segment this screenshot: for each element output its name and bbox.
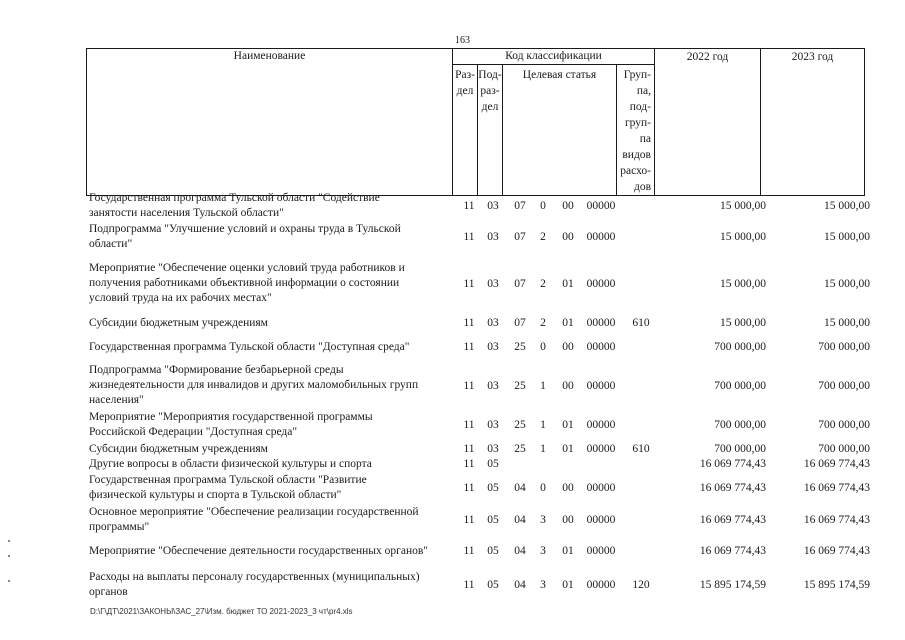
header-section: Раз- дел — [453, 65, 478, 196]
row-amount-2022: 700 000,00 — [714, 419, 766, 431]
row-group: 610 — [632, 443, 650, 455]
row-amount-2022: 15 000,00 — [720, 278, 766, 290]
row-article-part: 04 — [514, 545, 526, 557]
row-subsection: 03 — [487, 443, 499, 455]
row-article-part: 01 — [562, 419, 574, 431]
row-article-part: 00 — [562, 514, 574, 526]
row-section: 11 — [463, 443, 475, 455]
row-article-part: 00000 — [586, 443, 616, 455]
row-amount-2023: 15 000,00 — [824, 278, 870, 290]
row-article-part: 00 — [562, 482, 574, 494]
row-amount-2022: 16 069 774,43 — [699, 514, 766, 526]
row-article-part: 1 — [540, 443, 546, 455]
row-amount-2023: 700 000,00 — [818, 443, 870, 455]
row-article-part: 00 — [562, 231, 574, 243]
row-article-part: 25 — [514, 443, 526, 455]
row-article-part: 1 — [540, 380, 546, 392]
row-amount-2023: 15 000,00 — [824, 231, 870, 243]
row-subsection: 03 — [487, 341, 499, 353]
row-article-part: 0 — [540, 200, 546, 212]
row-article-part: 25 — [514, 380, 526, 392]
row-amount-2022: 700 000,00 — [714, 341, 766, 353]
row-article-part: 07 — [514, 317, 526, 329]
row-amount-2022: 16 069 774,43 — [699, 458, 766, 470]
row-name: Субсидии бюджетным учреждениям — [89, 443, 268, 455]
row-article-part: 3 — [540, 545, 546, 557]
header-subsection: Под- раз- дел — [478, 65, 503, 196]
row-article-part: 0 — [540, 482, 546, 494]
row-subsection: 05 — [487, 545, 499, 557]
row-subsection: 05 — [487, 482, 499, 494]
page-number: 163 — [455, 35, 470, 46]
row-subsection: 03 — [487, 380, 499, 392]
row-subsection: 05 — [487, 458, 499, 470]
row-article-part: 00000 — [586, 278, 616, 290]
row-amount-2023: 16 069 774,43 — [803, 514, 870, 526]
row-article-part: 00000 — [586, 380, 616, 392]
row-amount-2022: 15 000,00 — [720, 200, 766, 212]
row-amount-2022: 16 069 774,43 — [699, 482, 766, 494]
row-article-part: 07 — [514, 231, 526, 243]
scan-margin-mark — [8, 540, 10, 542]
row-section: 11 — [463, 545, 475, 557]
row-article-part: 25 — [514, 419, 526, 431]
row-subsection: 03 — [487, 278, 499, 290]
row-group: 610 — [632, 317, 650, 329]
row-article-part: 2 — [540, 317, 546, 329]
row-article-part: 0 — [540, 341, 546, 353]
row-article-part: 00000 — [586, 579, 616, 591]
header-target-article: Целевая статья — [503, 65, 617, 196]
row-amount-2023: 700 000,00 — [818, 380, 870, 392]
row-article-part: 01 — [562, 579, 574, 591]
row-section: 11 — [463, 317, 475, 329]
row-name: Мероприятие "Мероприятия государственной программы Российской Федерации "Доступная среда" — [89, 411, 373, 438]
row-section: 11 — [463, 278, 475, 290]
row-article-part: 04 — [514, 579, 526, 591]
row-amount-2023: 700 000,00 — [818, 419, 870, 431]
row-amount-2022: 700 000,00 — [714, 380, 766, 392]
row-article-part: 00000 — [586, 317, 616, 329]
row-section: 11 — [463, 380, 475, 392]
row-amount-2022: 16 069 774,43 — [699, 545, 766, 557]
row-group: 120 — [632, 579, 650, 591]
row-amount-2022: 15 000,00 — [720, 317, 766, 329]
row-article-part: 3 — [540, 514, 546, 526]
row-article-part: 00000 — [586, 482, 616, 494]
row-article-part: 2 — [540, 231, 546, 243]
row-section: 11 — [463, 579, 475, 591]
row-name: Мероприятие "Обеспечение деятельности государственных органов" — [89, 545, 428, 557]
row-name: Государственная программа Тульской области "Доступная среда" — [89, 341, 410, 353]
row-name: Расходы на выплаты персоналу государственных (муниципальных) органов — [89, 571, 420, 598]
row-article-part: 1 — [540, 419, 546, 431]
row-section: 11 — [463, 341, 475, 353]
row-article-part: 00 — [562, 341, 574, 353]
row-article-part: 25 — [514, 341, 526, 353]
row-amount-2022: 15 000,00 — [720, 231, 766, 243]
header-year-2022: 2022 год — [655, 49, 761, 196]
row-name: Государственная программа Тульской области "Развитие физической культуры и спорта в Тульской области" — [89, 474, 367, 501]
header-group: Груп- па, под- груп- па видов расхо- дов — [617, 65, 655, 196]
row-article-part: 07 — [514, 278, 526, 290]
row-amount-2023: 700 000,00 — [818, 341, 870, 353]
row-name: Подпрограмма "Формирование безбарьерной среды жизнедеятельности для инвалидов и других маломобильных групп населения" — [89, 364, 419, 406]
row-section: 11 — [463, 458, 475, 470]
row-name: Подпрограмма "Улучшение условий и охраны труда в Тульской области" — [89, 223, 401, 250]
row-name: Основное мероприятие "Обеспечение реализации государственной программы" — [89, 506, 419, 533]
row-amount-2023: 16 069 774,43 — [803, 458, 870, 470]
row-article-part: 00000 — [586, 545, 616, 557]
row-amount-2022: 700 000,00 — [714, 443, 766, 455]
row-article-part: 00000 — [586, 419, 616, 431]
row-article-part: 01 — [562, 443, 574, 455]
row-name: Государственная программа Тульской области "Содействие занятости населения Тульской области" — [89, 192, 380, 219]
row-article-part: 2 — [540, 278, 546, 290]
row-subsection: 03 — [487, 200, 499, 212]
row-article-part: 01 — [562, 317, 574, 329]
row-article-part: 00 — [562, 200, 574, 212]
file-path-footer: D:\Г\ДТ\2021\ЗАКОНЫ\ЗАС_27\Изм. бюджет ТО 2021-2023_3 чт\pr4.xls — [90, 607, 353, 616]
row-subsection: 03 — [487, 317, 499, 329]
header-year-2023: 2023 год — [761, 49, 865, 196]
row-section: 11 — [463, 419, 475, 431]
row-article-part: 07 — [514, 200, 526, 212]
row-article-part: 00000 — [586, 341, 616, 353]
scan-margin-mark — [8, 555, 10, 557]
row-article-part: 04 — [514, 514, 526, 526]
row-article-part: 01 — [562, 278, 574, 290]
row-amount-2023: 15 000,00 — [824, 317, 870, 329]
row-name: Другие вопросы в области физической культуры и спорта — [89, 458, 372, 470]
row-section: 11 — [463, 482, 475, 494]
row-article-part: 00000 — [586, 200, 616, 212]
row-section: 11 — [463, 514, 475, 526]
row-article-part: 01 — [562, 545, 574, 557]
row-article-part: 04 — [514, 482, 526, 494]
row-subsection: 03 — [487, 231, 499, 243]
row-name: Субсидии бюджетным учреждениям — [89, 317, 268, 329]
row-subsection: 05 — [487, 579, 499, 591]
row-amount-2023: 15 000,00 — [824, 200, 870, 212]
header-name: Наименование — [87, 49, 453, 196]
row-article-part: 3 — [540, 579, 546, 591]
row-article-part: 00 — [562, 380, 574, 392]
row-section: 11 — [463, 200, 475, 212]
row-amount-2023: 15 895 174,59 — [803, 579, 870, 591]
row-section: 11 — [463, 231, 475, 243]
row-subsection: 05 — [487, 514, 499, 526]
row-name: Мероприятие "Обеспечение оценки условий труда работников и получения работниками объективной информации о состоянии условий труда на их рабочих местах" — [89, 262, 405, 304]
row-amount-2022: 15 895 174,59 — [699, 579, 766, 591]
row-article-part: 00000 — [586, 514, 616, 526]
scan-margin-mark — [8, 580, 10, 582]
row-article-part: 00000 — [586, 231, 616, 243]
row-amount-2023: 16 069 774,43 — [803, 482, 870, 494]
row-subsection: 03 — [487, 419, 499, 431]
header-classification: Код классификации — [453, 49, 655, 65]
row-amount-2023: 16 069 774,43 — [803, 545, 870, 557]
